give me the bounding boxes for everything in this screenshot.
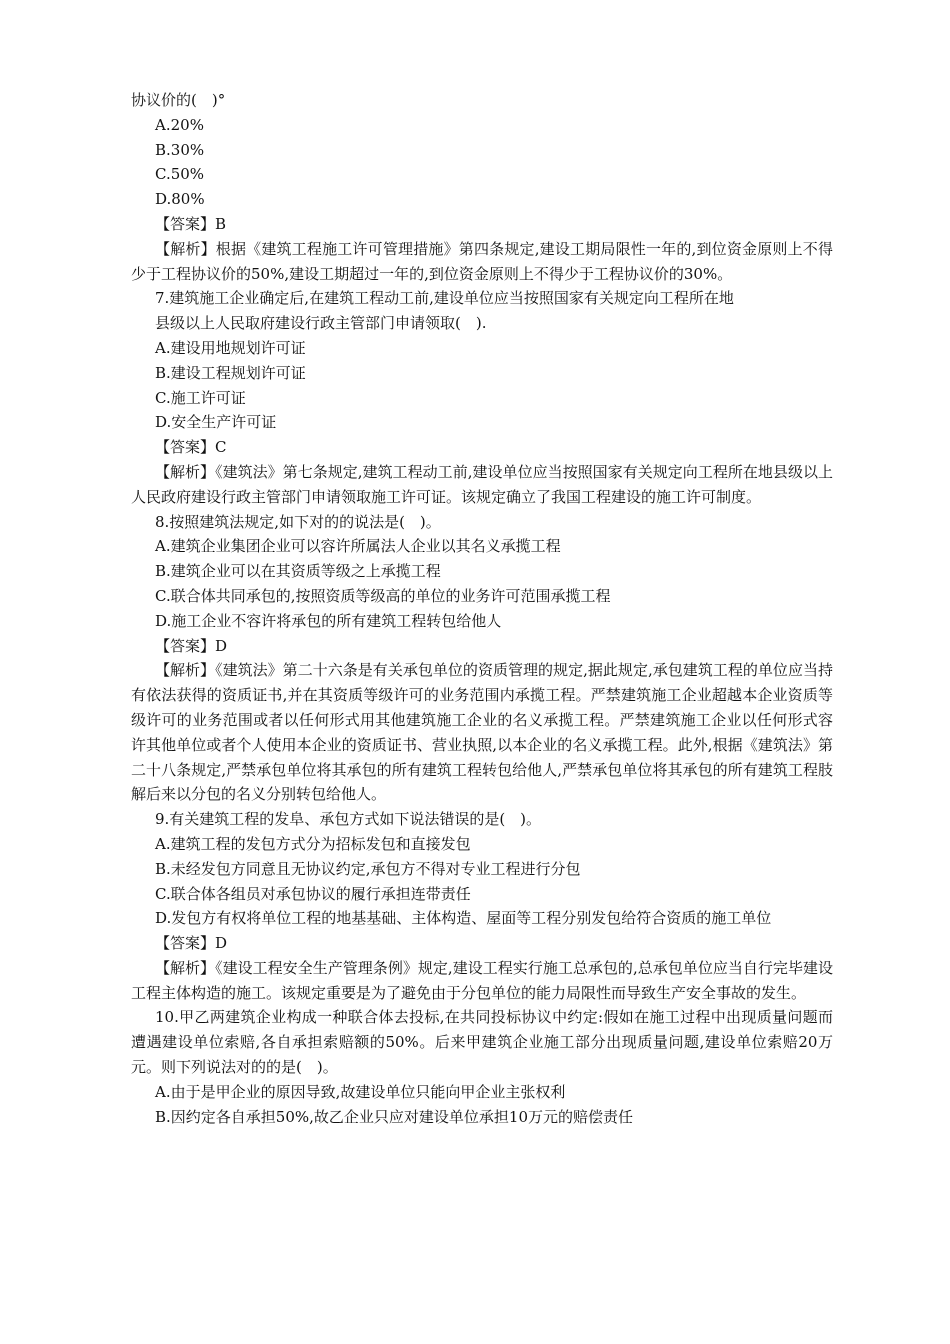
text-line: 【答案】C: [155, 438, 227, 457]
text-line: A.建筑企业集团企业可以容许所属法人企业以其名义承揽工程: [155, 537, 561, 556]
text-line: 7.建筑施工企业确定后,在建筑工程动工前,建设单位应当按照国家有关规定向工程所在地: [155, 289, 734, 308]
text-line: C.50%: [155, 165, 205, 184]
text-line: 【解析】根据《建筑工程施工许可管理措施》第四条规定,建设工期局限性一年的,到位资金原则上不得少于工程协议价的50%,建设工期超过一年的,到位资金原则上不得少于工程协议价的30%。: [131, 239, 833, 283]
text-line: 【解析】《建设工程安全生产管理条例》规定,建设工程实行施工总承包的,总承包单位应当自行完毕建设工程主体构造的施工。该规定重要是为了避免由于分包单位的能力局限性而导致生产安全事故的发生。: [131, 958, 833, 1002]
text-line: 8.按照建筑法规定,如下对的的说法是( )。: [155, 512, 441, 531]
text-line: A.建筑工程的发包方式分为招标发包和直接发包: [155, 834, 471, 853]
text-line: A.由于是甲企业的原因导致,故建设单位只能向甲企业主张权利: [155, 1082, 566, 1101]
text-line: D.施工企业不容许将承包的所有建筑工程转包给他人: [155, 611, 502, 630]
text-line: C.联合体各组员对承包协议的履行承担连带责任: [155, 884, 471, 903]
text-line: 【答案】D: [155, 636, 228, 655]
text-line: 【解析】《建筑法》第二十六条是有关承包单位的资质管理的规定,据此规定,承包建筑工程的单位应当持有依法获得的资质证书,并在其资质等级许可的业务范围内承揽工程。严禁建筑施工企业超越本企业资质等级许可的业务范围或者以任何形式用其他建筑施工企业的名义承揽工程。严禁建筑施工企业以任何形式容许其他单位或者个人使用本企业的资质证书、营业执照,以本企业的名义承揽工程。此外,根据《建筑法》第二十八条规定,严禁承包单位将其承包的所有建筑工程转包给他人,严禁承包单位将其承包的所有建筑工程肢解后来以分包的名义分别转包给他人。: [131, 661, 833, 804]
text-line: B.建设工程规划许可证: [155, 363, 306, 382]
text-line: B.30%: [155, 140, 205, 159]
text-line: 9.有关建筑工程的发阜、承包方式如下说法错误的是( )。: [155, 810, 542, 829]
text-line: 【答案】D: [155, 934, 228, 953]
text-line: 协议价的( )°: [131, 91, 226, 109]
text-line: D.发包方有权将单位工程的地基基础、主体构造、屋面等工程分别发包给符合资质的施工单位: [155, 909, 772, 928]
text-line: A.建设用地规划许可证: [155, 338, 306, 357]
text-line: C.联合体共同承包的,按照资质等级高的单位的业务许可范围承揽工程: [155, 586, 611, 605]
text-line: 县级以上人民取府建设行政主管部门申请领取( ).: [155, 314, 487, 333]
text-line: D.80%: [155, 190, 205, 209]
text-line: C.施工许可证: [155, 388, 246, 407]
text-line: A.20%: [155, 115, 204, 134]
text-line: 【答案】B: [155, 214, 227, 233]
document-body: [131, 88, 833, 1129]
text-line: 【解析】《建筑法》第七条规定,建筑工程动工前,建设单位应当按照国家有关规定向工程所在地县级以上人民政府建设行政主管部门申请领取施工许可证。该规定确立了我国工程建设的施工许可制度。: [131, 462, 833, 506]
text-line: B.因约定各自承担50%,故乙企业只应对建设单位承担10万元的赔偿责任: [155, 1107, 633, 1126]
text-line: B.未经发包方同意且无协议约定,承包方不得对专业工程进行分包: [155, 859, 581, 878]
text-line: B.建筑企业可以在其资质等级之上承揽工程: [155, 562, 441, 581]
text-line: 10.甲乙两建筑企业构成一种联合体去投标,在共同投标协议中约定:假如在施工过程中出现质量问题而遭遇建设单位索赔,各自承担索赔额的50%。后来甲建筑企业施工部分出现质量问题,建设单位索赔20万元。则下列说法对的的是( )。: [131, 1008, 833, 1077]
text-line: D.安全生产许可证: [155, 413, 277, 432]
